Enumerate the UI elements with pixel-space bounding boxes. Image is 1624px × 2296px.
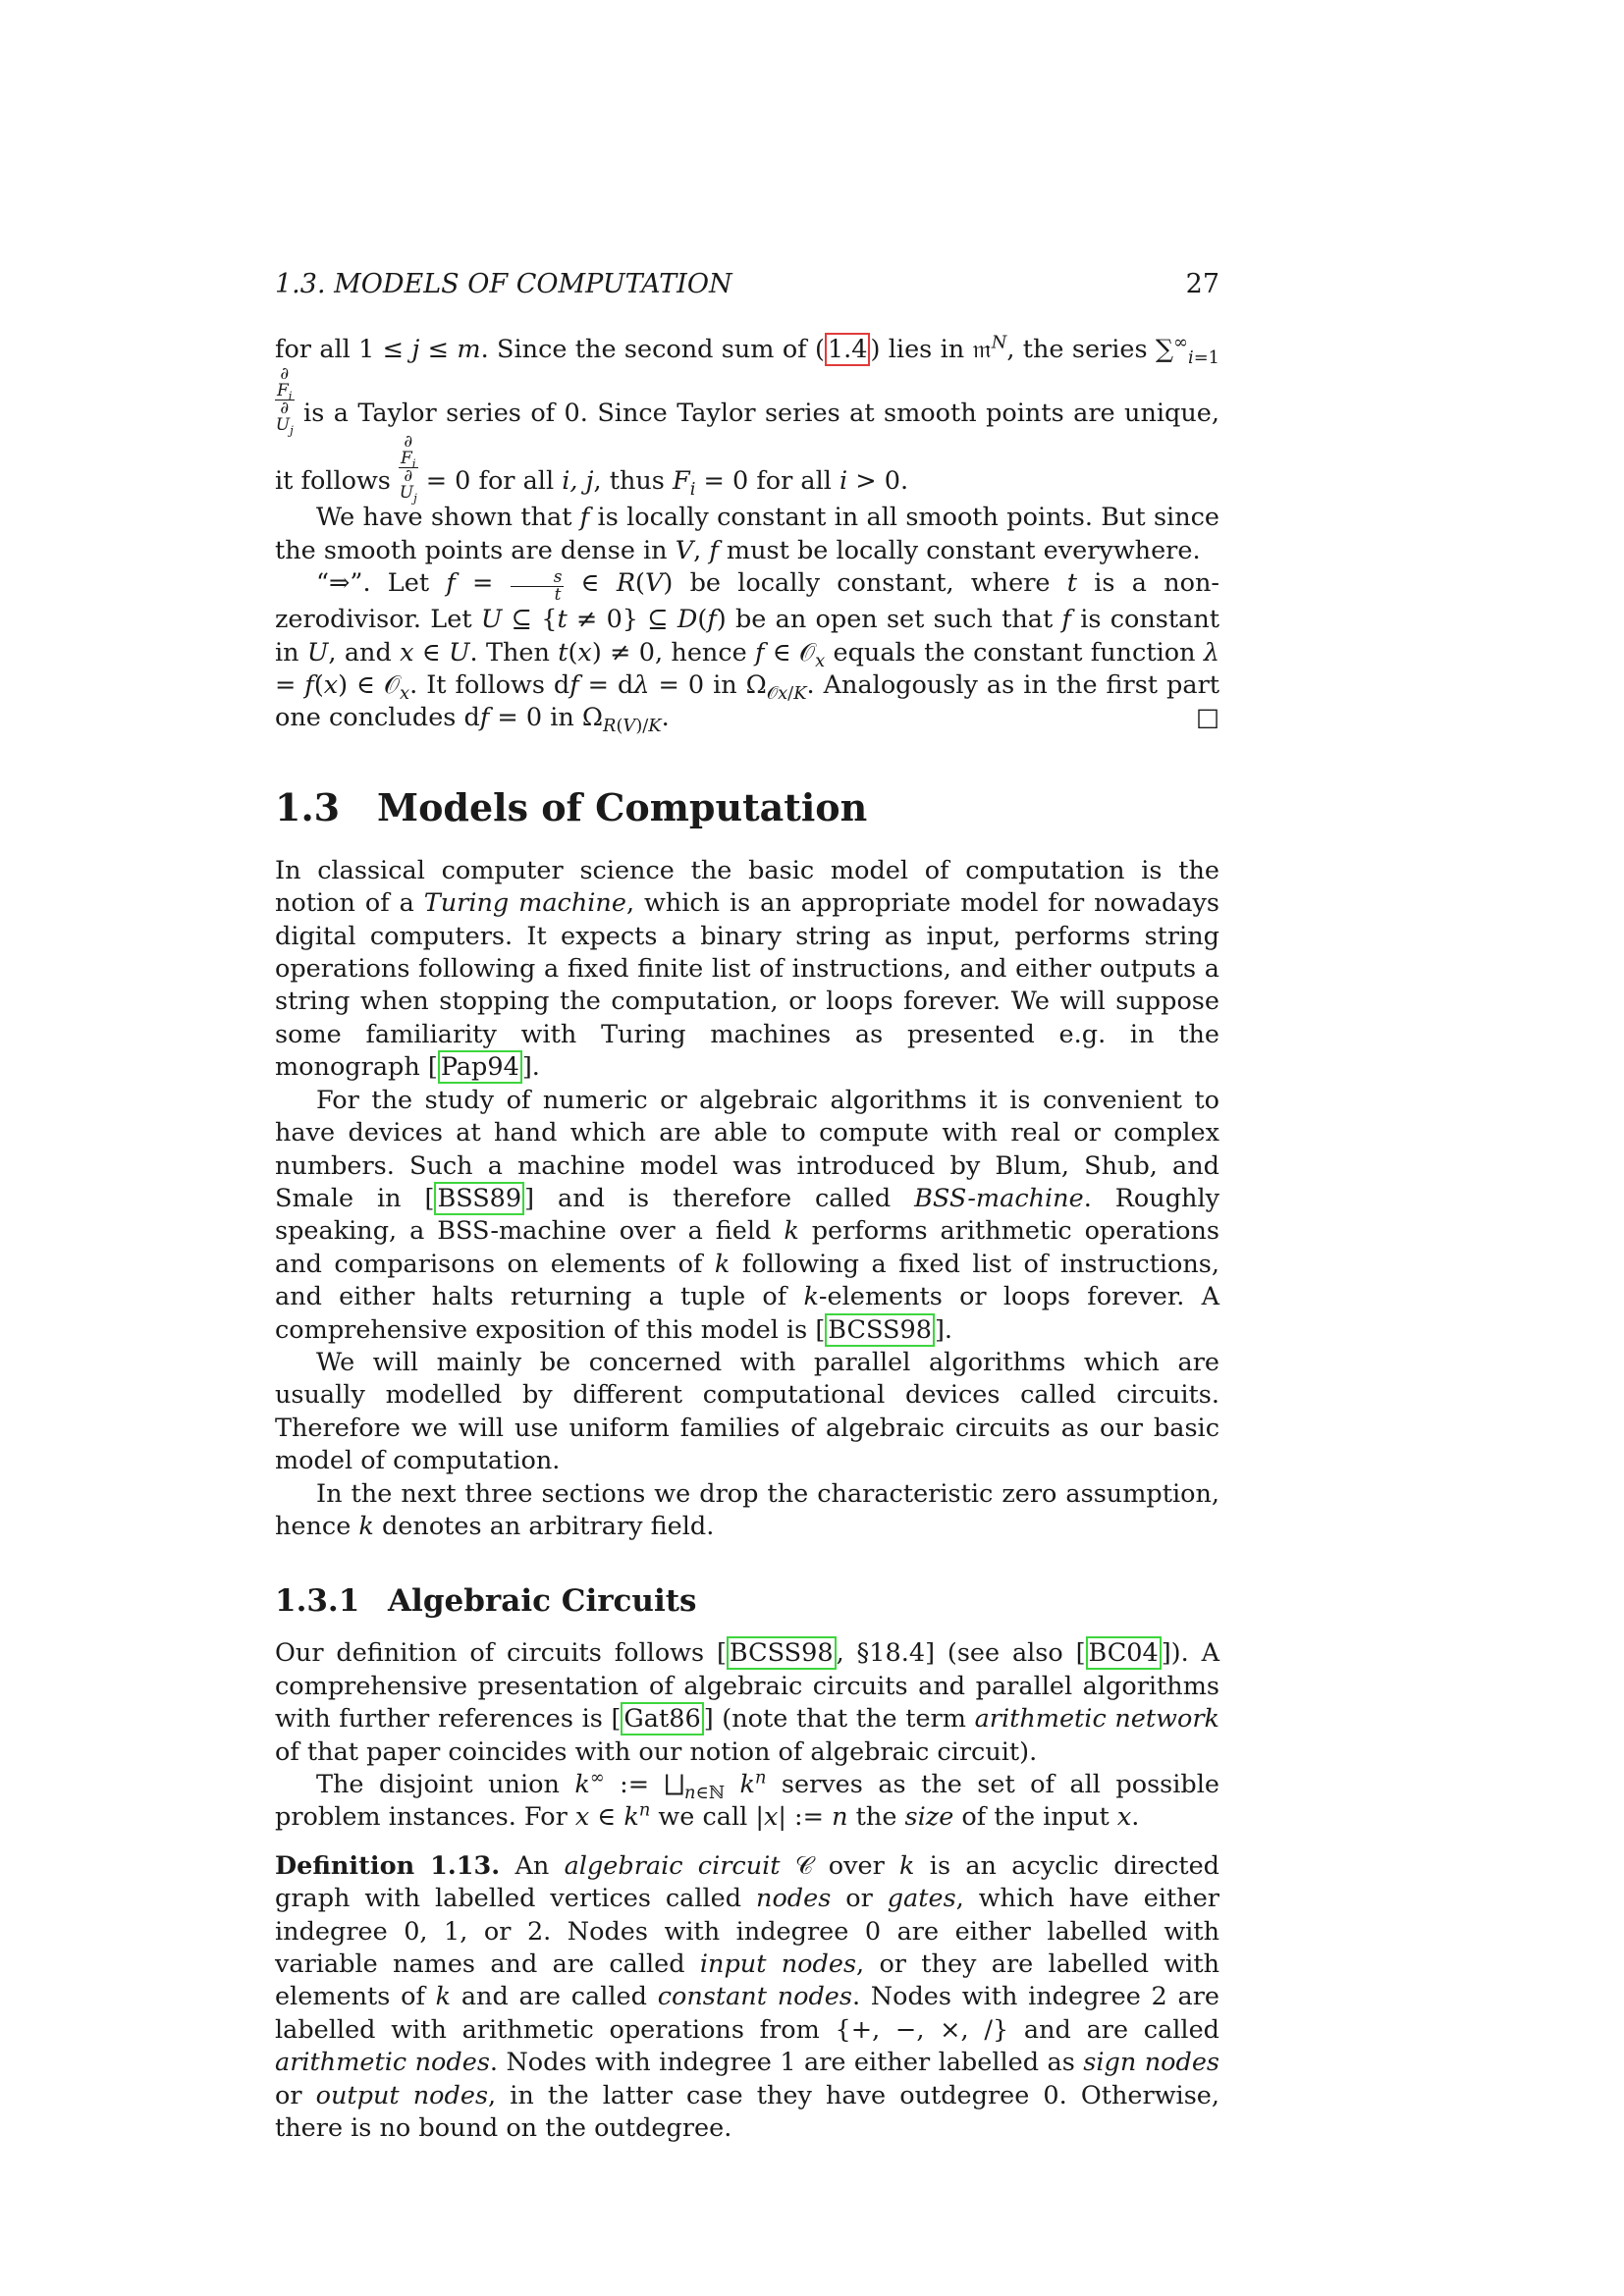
page-body bbox=[275, 334, 1219, 2145]
section-heading: 1.3 Models of Computation bbox=[275, 784, 868, 829]
paragraph: We have shown that f is locally constant in all smooth points. But since the smooth points are dense in V, f must be locally constant everywhere. bbox=[275, 503, 1220, 565]
definition-label: Definition 1.13. bbox=[275, 1850, 501, 1881]
citation-link[interactable]: BSS89 bbox=[434, 1182, 524, 1215]
paragraph: In classical computer science the basic model of computation is the notion of a Turing machine, which is an appropriate model for nowadays digital computers. It expects a binary string as input, performs string operations following a fixed finite list of instructions, and either outputs a string when stopping the computation, or loops forever. We will suppose some familiarity with Turing machines as presented e.g. in the monograph [ Pap94 ]. bbox=[275, 855, 1219, 1083]
paragraph: “⇒”. Let f = $\frac{s}{t}$ ∈ R(V) be locally constant, where t is a non-zerodivisor. Let U ⊆ {t ≠ 0} ⊆ D(f) be an open set such that f is constant in U, and x ∈ U. Then t(x) ≠ 0, hence f ∈ 𝒪$_x$ equals the constant function λ = f(x) ∈ 𝒪$_x$. It follows df = dλ = 0 in $\Omega_{𝒪x/K}$. Analogously as in the first part one concludes df = 0 in $\Omega_{R(V)/K}$. □ bbox=[275, 567, 1220, 737]
citation-link[interactable]: BCSS98 bbox=[825, 1313, 935, 1347]
equation-link[interactable]: 1.4 bbox=[825, 333, 871, 366]
paragraph: for all 1 ≤ j ≤ m. Since the second sum of ( 1.4 ) lies in 𝔪$^N$, the series $\sum^\infty_{i=1}$ ∂ $F_i$ ∂ $U_j$ is a Taylor series of 0. Since Taylor series at smooth points are unique, it follows ∂ $F_i$ ∂ $U_j$ = 0 for all i, j, thus $F_i = 0$ for all i > 0. bbox=[275, 332, 1220, 506]
citation-link[interactable]: BCSS98 bbox=[727, 1636, 837, 1670]
page-header bbox=[275, 265, 1219, 304]
definition: Definition 1.13. An algebraic circuit 𝒞 over k is an acyclic directed graph with labelled vertices called nodes or gates, which have either indegree 0, 1, or 2. Nodes with indegree 0 are either labelled with variable names and are called input nodes, or they are labelled with elements of k and are called constant nodes. Nodes with indegree 2 are labelled with arithmetic operations from {+, −, ×, /} and are called arithmetic nodes. Nodes with indegree 1 are either labelled as sign nodes or output nodes, in the latter case they have outdegree 0. Otherwise, there is no bound on the outdegree. bbox=[275, 1850, 1219, 2144]
subsection-heading: 1.3.1 Algebraic Circuits bbox=[275, 1583, 697, 1620]
page-number: 27 bbox=[1185, 269, 1219, 299]
citation-link[interactable]: Pap94 bbox=[438, 1050, 522, 1084]
paragraph: In the next three sections we drop the characteristic zero assumption, hence k denotes an arbitrary field. bbox=[275, 1478, 1219, 1541]
citation-link[interactable]: Gat86 bbox=[621, 1702, 703, 1735]
paragraph: Our definition of circuits follows [ BCSS98 , §18.4] (see also [ BC04 ]). A comprehensive presentation of algebraic circuits and parallel algorithms with further references is [ Gat86 ] (note that the term arithmetic network of that paper coincides with our notion of algebraic circuit). bbox=[275, 1638, 1219, 1767]
paragraph: We will mainly be concerned with parallel algorithms which are usually modelled by different computational devices called circuits. Therefore we will use uniform families of algebraic circuits as our basic model of computation. bbox=[275, 1347, 1219, 1476]
paragraph: The disjoint union k∞ := $⨆_{n\in ℕ}$ $k^n$ serves as the set of all possible problem instances. For x ∈ $k^n$ we call |x| := n the size of the input x. bbox=[275, 1767, 1219, 1833]
running-title: 1.3. MODELS OF COMPUTATION bbox=[275, 269, 732, 299]
citation-link[interactable]: BC04 bbox=[1086, 1636, 1162, 1670]
paragraph: For the study of numeric or algebraic algorithms it is convenient to have devices at hand which are able to compute with real or complex numbers. Such a machine model was introduced by Blum, Shub, and Smale in [ BSS89 ] and is therefore called BSS-machine. Roughly speaking, a BSS-machine over a field k performs arithmetic operations and comparisons on elements of k following a fixed list of instructions, and either halts returning a tuple of k-elements or loops forever. A comprehensive exposition of this model is [ BCSS98 ]. bbox=[275, 1085, 1220, 1345]
qed-symbol: □ bbox=[1195, 703, 1219, 733]
